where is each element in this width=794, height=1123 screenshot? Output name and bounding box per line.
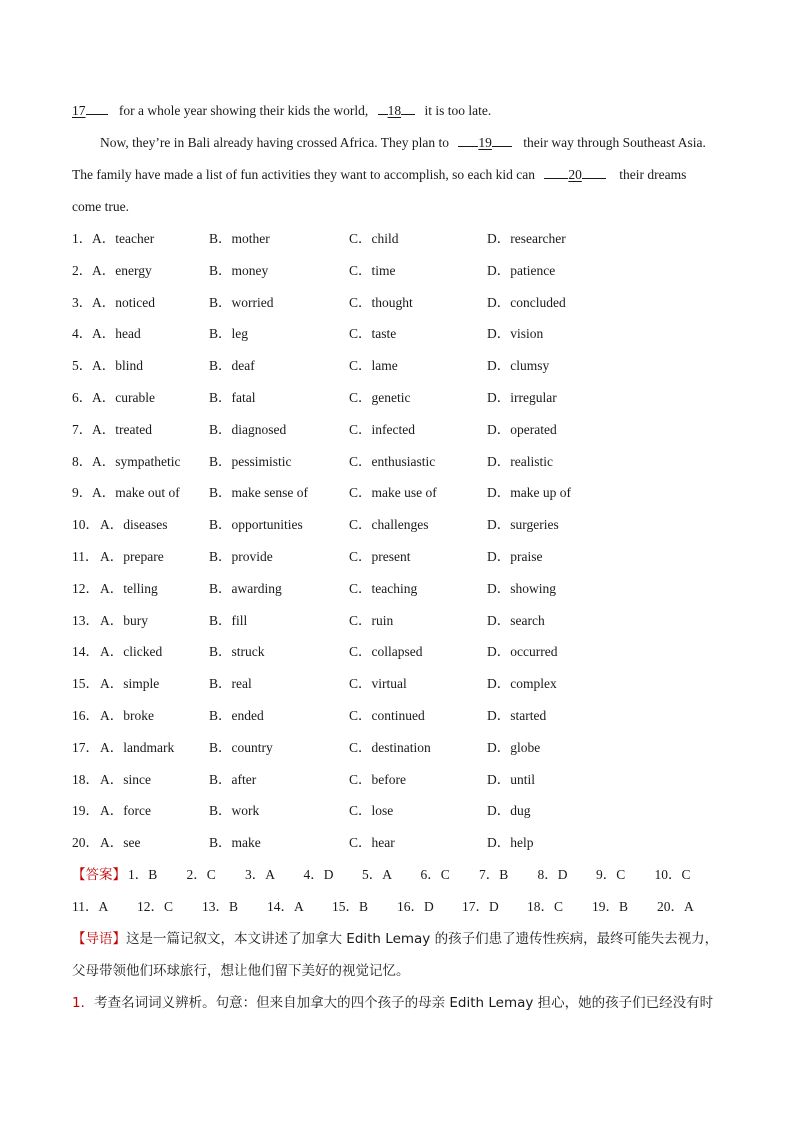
answer-item: 5．A [362,867,392,882]
option-d: D．search [487,612,545,628]
option-a: A．prepare [100,549,164,564]
question-number: 17． [72,739,99,755]
option-d: D．vision [487,326,544,342]
answer-item: 13．B [202,899,239,914]
answer-item: 2．C [186,867,216,882]
option-d: D．showing [487,580,557,596]
option-c: C．genetic [349,390,411,405]
option-c: C．thought [349,294,413,310]
guide-line-2: 父母带领他们环球旅行，想让他们留下美好的视觉记忆。 [72,963,410,979]
option-c: C．enthusiastic [349,453,436,469]
option-d: D．started [487,708,547,723]
option-d: D．help [487,835,534,851]
option-d: D．concluded [487,294,566,310]
blank-18: 18 [387,103,402,118]
option-b: B．after [209,771,257,787]
question-number: 6． [72,390,93,405]
option-d: D．irregular [487,390,557,405]
question-number: 16． [72,708,99,723]
option-a: A．clicked [100,644,163,660]
option-a: A．sympathetic [92,453,181,469]
option-c: C．taste [349,326,397,342]
option-c: C．teaching [349,580,418,596]
option-b: B．worried [209,294,274,310]
answer-item: 11．A [72,899,109,914]
option-b: B．deaf [209,358,255,374]
question-number: 19． [72,803,99,819]
option-a: A．simple [100,676,160,692]
passage-text: their way through Southeast Asia. [523,135,706,150]
blank-17: 17 [72,103,86,118]
option-a: A．teacher [92,231,155,246]
question-number: 3． [72,294,93,310]
passage-text: their dreams [619,167,687,182]
option-c: C．virtual [349,676,407,692]
question-number: 15． [72,676,99,692]
option-b: B．leg [209,326,248,342]
option-b: B．diagnosed [209,421,287,437]
passage-text: for a whole year showing their kids the world, [118,103,369,118]
option-d: D．researcher [487,231,566,246]
option-b: B．country [209,739,273,755]
question-number: 5． [72,358,93,374]
option-c: C．ruin [349,612,394,628]
option-d: D．praise [487,549,543,564]
guide-line-1 [72,930,718,948]
option-a: A．landmark [100,739,175,755]
passage-line-3 [72,166,724,184]
option-b: B．ended [209,708,264,723]
answer-item: 16．D [397,899,434,914]
option-b: B．work [209,803,260,819]
option-d: D．realistic [487,453,553,469]
question-number: 13． [72,612,99,628]
option-c: C．make use of [349,485,437,501]
explanation-number: 1． [72,995,95,1011]
question-number: 12． [72,580,99,596]
option-b: B．real [209,676,252,692]
question-number: 14． [72,644,99,660]
option-d: D．until [487,771,536,787]
answer-item: 15．B [332,899,369,914]
option-d: D．operated [487,421,557,437]
option-c: C．present [349,549,411,564]
answer-label: 【答案】 [72,867,126,883]
question-number: 10． [72,517,99,533]
explanation-1 [72,994,713,1012]
option-b: B．pessimistic [209,453,292,469]
option-b: B．provide [209,549,273,564]
answer-item: 14．A [267,899,304,914]
question-number: 7． [72,421,93,437]
option-c: C．lose [349,803,394,819]
option-d: D．surgeries [487,517,559,533]
question-number: 8． [72,453,93,469]
option-b: B．opportunities [209,517,303,533]
passage-line-1 [72,102,724,120]
guide-text: 这是一篇记叙文，本文讲述了加拿大 Edith Lemay 的孩子们患了遗传性疾病，最终可能失去视力， [126,931,719,947]
option-b: B．make sense of [209,485,308,501]
option-a: A．curable [92,390,155,405]
passage-line-4: come true. [72,199,129,214]
blank-20: 20 [568,167,582,182]
passage-text: The family have made a list of fun activities they want to accomplish, so each kid can [72,167,535,182]
answer-item: 4．D [303,867,334,882]
option-d: D．complex [487,676,557,692]
option-d: D．make up of [487,485,571,501]
option-d: D．patience [487,262,556,278]
option-c: C．destination [349,739,431,755]
question-number: 9． [72,485,93,501]
option-a: A．see [100,835,141,851]
passage-text: it is too late. [424,103,492,118]
answer-item: 17．D [462,899,499,914]
option-a: A．head [92,326,141,342]
question-number: 20． [72,835,99,851]
option-b: B．money [209,262,269,278]
question-number: 11． [72,549,99,564]
option-b: B．mother [209,231,270,246]
option-a: A．bury [100,612,148,628]
explanation-text: 考查名词词义辨析。句意：但来自加拿大的四个孩子的母亲 Edith Lemay 担心，她的孩子们已经没有时 [94,995,714,1011]
question-number: 4． [72,326,93,342]
option-a: A．force [100,803,151,819]
option-a: A．diseases [100,517,168,533]
answer-item: 1．B [128,867,158,882]
answer-item: 3．A [245,867,275,882]
option-c: C．lame [349,358,398,374]
option-a: A．make out of [92,485,180,501]
option-c: C．time [349,262,396,278]
option-d: D．dug [487,803,531,819]
option-c: C．challenges [349,517,429,533]
passage-text: Now, they’re in Bali already having crossed Africa. They plan to [100,135,450,150]
option-b: B．awarding [209,580,282,596]
option-a: A．energy [92,262,152,278]
option-a: A．since [100,771,151,787]
option-a: A．noticed [92,294,155,310]
option-c: C．before [349,771,406,787]
option-b: B．fatal [209,390,256,405]
answer-item: 10．C [654,867,691,882]
option-c: C．child [349,231,399,246]
answer-item: 20．A [657,899,694,914]
option-d: D．clumsy [487,358,550,374]
option-d: D．occurred [487,644,558,660]
blank-19: 19 [478,135,492,150]
question-number: 2． [72,262,93,278]
answer-item: 9．C [596,867,626,882]
guide-label: 【导语】 [72,931,126,947]
passage-line-2 [100,134,724,152]
answer-item: 6．C [420,867,450,882]
question-number: 1． [72,231,93,246]
option-c: C．hear [349,835,395,851]
answer-item: 19．B [592,899,629,914]
option-a: A．broke [100,708,154,723]
option-c: C．infected [349,421,415,437]
option-b: B．struck [209,644,265,660]
option-c: C．collapsed [349,644,423,660]
answer-item: 7．B [479,867,509,882]
option-b: B．make [209,835,261,851]
answer-item: 8．D [537,867,568,882]
option-c: C．continued [349,708,425,723]
option-a: A．treated [92,421,152,437]
option-b: B．fill [209,612,248,628]
answer-item: 18．C [527,899,564,914]
answer-item: 12．C [137,899,174,914]
option-a: A．blind [92,358,144,374]
option-a: A．telling [100,580,158,596]
question-number: 18． [72,771,99,787]
option-d: D．globe [487,739,541,755]
